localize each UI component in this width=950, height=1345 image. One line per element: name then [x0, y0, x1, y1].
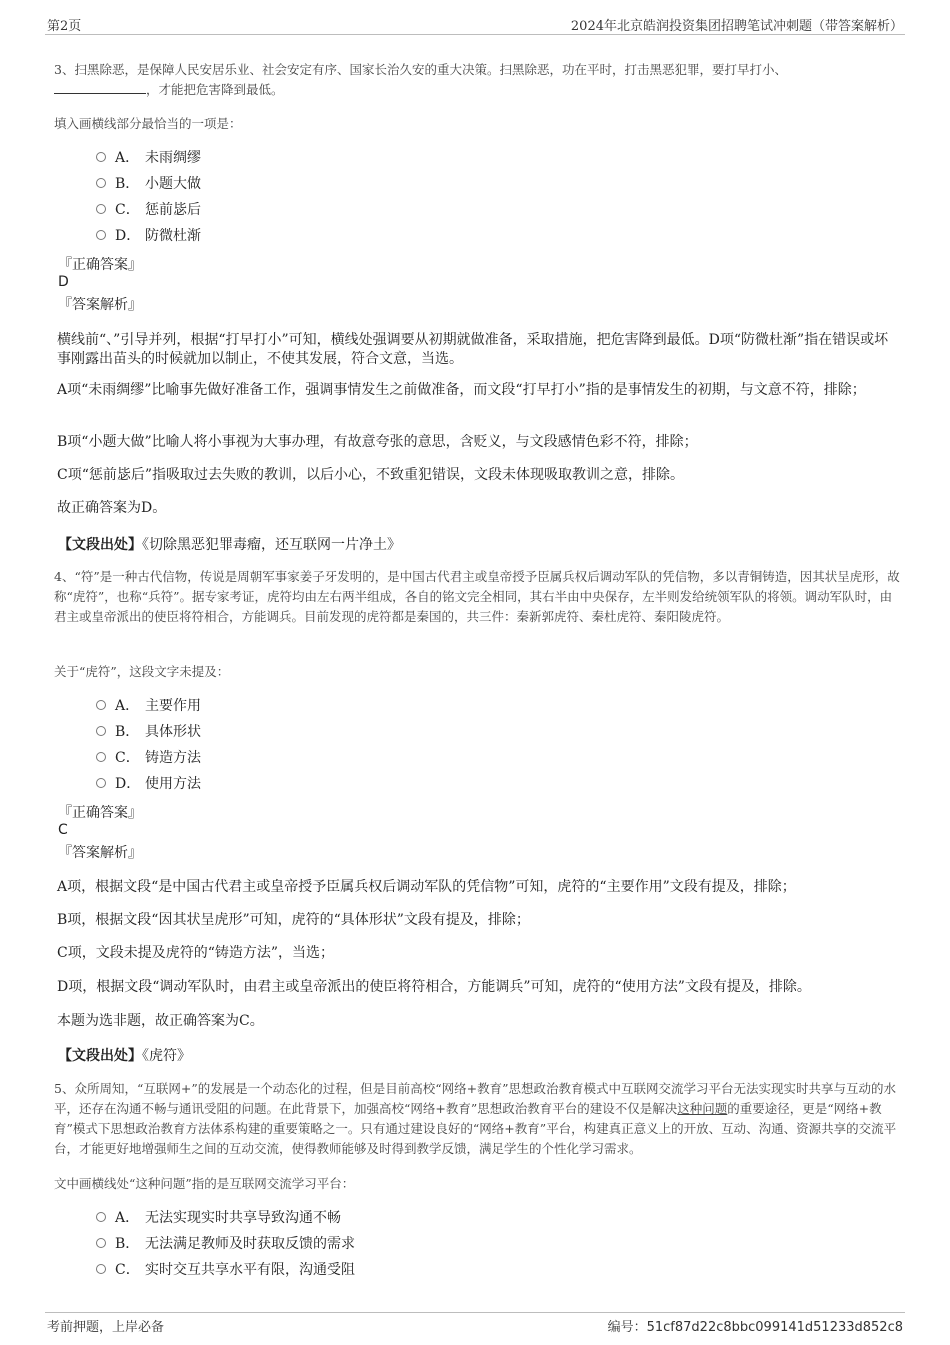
- analysis-conclusion: 本题为选非题，故正确答案为C。: [57, 1013, 264, 1029]
- question-4-option-d[interactable]: D． 使用方法: [96, 774, 201, 794]
- analysis-paragraph: B项，根据文段“因其状呈虎形”可知，虎符的“具体形状”文段有提及，排除；: [57, 912, 530, 928]
- analysis-label: 『答案解析』: [58, 845, 142, 861]
- radio-icon[interactable]: [96, 726, 106, 736]
- radio-icon[interactable]: [96, 1264, 106, 1274]
- analysis-paragraph: 横线前“、”引导并列，根据“打早打小”可知，横线处强调要从初期就做准备，采取措施，把危害降到最低。D项“防微杜渐”指在错误或坏事刚露出苗头的时候就加以制止，不使其发展，符合文意，当选。: [57, 332, 889, 367]
- question-5-stem: 5、众所周知，“互联网+”的发展是一个动态化的过程，但是目前高校“网络+教育”思想政治教育模式中互联网交流学习平台无法实现实时共享与互动的水平，还存在沟通不畅与通讯受阻的问题。在此背景下，加强高校“网络+教育”思想政治教育平台的建设不仅是解决这种问题的重要途径，更是“网络+教育”模式下思想政治教育方法体系构建的重要策略之一。只有通过建设良好的“网络+教育”平台，构建真正意义上的开放、互动、沟通、资源共享的交流平台，才能更好地增强师生之间的互动交流，使得教师能够及时得到教学反馈，满足学生的个性化学习需求。: [54, 1081, 897, 1156]
- analysis-paragraph: A项，根据文段“是中国古代君主或皇帝授予臣属兵权后调动军队的凭信物”可知，虎符的“主要作用”文段有提及，排除；: [57, 879, 796, 895]
- question-3-option-d[interactable]: D． 防微杜渐: [96, 226, 201, 246]
- analysis-paragraph: C项，文段未提及虎符的“铸造方法”，当选；: [57, 945, 335, 961]
- question-3-option-a[interactable]: A． 未雨绸缪: [96, 148, 201, 168]
- question-3-option-b[interactable]: B． 小题大做: [96, 174, 201, 194]
- radio-icon[interactable]: [96, 204, 106, 214]
- answer-label: 『正确答案』: [58, 257, 142, 273]
- answer-value: C: [58, 822, 68, 838]
- question-5-option-b[interactable]: B． 无法满足教师及时获取反馈的需求: [96, 1234, 355, 1254]
- question-5-option-c[interactable]: C． 实时交互共享水平有限，沟通受阻: [96, 1260, 355, 1280]
- analysis-conclusion: 故正确答案为D。: [57, 500, 167, 516]
- question-4-option-a[interactable]: A． 主要作用: [96, 696, 201, 716]
- analysis-label: 『答案解析』: [58, 297, 142, 313]
- radio-icon[interactable]: [96, 778, 106, 788]
- question-4-stem: 4、“符”是一种古代信物，传说是周朝军事家姜子牙发明的，是中国古代君主或皇帝授予臣属兵权后调动军队的凭信物，多以青铜铸造，因其状呈虎形，故称“虎符”，也称“兵符”。据专家考证，虎符均由左右两半组成，各自的铭文完全相同，其右半由中央保存，左半则发给统领军队的将领。调动军队时，由君主或皇帝派出的使臣将符相合，方能调兵。目前发现的虎符都是秦国的，共三件：秦新郭虎符、秦杜虎符、秦阳陵虎符。: [54, 569, 900, 624]
- answer-value: D: [58, 274, 69, 290]
- radio-icon[interactable]: [96, 1238, 106, 1248]
- source-citation: 【文段出处】《切除黑恶犯罪毒瘤，还互联网一片净土》: [58, 537, 401, 553]
- radio-icon[interactable]: [96, 152, 106, 162]
- question-3-stem: 3、扫黑除恶，是保障人民安居乐业、社会安定有序、国家长治久安的重大决策。扫黑除恶，功在平时，打击黑恶犯罪，要打早打小、 ，才能把危害降到最低。: [54, 62, 787, 97]
- radio-icon[interactable]: [96, 230, 106, 240]
- document-code: 编号：51cf87d22c8bbc099141d51233d852c8: [607, 1320, 903, 1335]
- radio-icon[interactable]: [96, 752, 106, 762]
- document-title: 2024年北京皓润投资集团招聘笔试冲刺题（带答案解析）: [570, 19, 903, 34]
- footer-slogan: 考前押题，上岸必备: [47, 1320, 165, 1335]
- question-3-prompt: 填入画横线部分最恰当的一项是：: [54, 116, 242, 131]
- radio-icon[interactable]: [96, 178, 106, 188]
- underlined-phrase: 这种问题: [677, 1101, 728, 1116]
- answer-label: 『正确答案』: [58, 805, 142, 821]
- page-header: [45, 12, 905, 35]
- analysis-paragraph: C项“惩前毖后”指吸取过去失败的教训，以后小心，不致重犯错误，文段未体现吸取教训之意，排除。: [57, 467, 685, 483]
- radio-icon[interactable]: [96, 1212, 106, 1222]
- source-citation: 【文段出处】《虎符》: [58, 1048, 191, 1064]
- question-4-option-b[interactable]: B． 具体形状: [96, 722, 201, 742]
- question-3-option-c[interactable]: C． 惩前毖后: [96, 200, 201, 220]
- analysis-paragraph: D项，根据文段“调动军队时，由君主或皇帝派出的使臣将符相合，方能调兵”可知，虎符的“使用方法”文段有提及，排除。: [57, 979, 811, 995]
- question-4-prompt: 关于“虎符”，这段文字未提及：: [54, 664, 230, 679]
- question-5-prompt: 文中画横线处“这种问题”指的是互联网交流学习平台：: [54, 1176, 355, 1191]
- page-footer: [45, 1312, 905, 1335]
- page-number: 第2页: [47, 19, 82, 34]
- question-4-option-c[interactable]: C． 铸造方法: [96, 748, 201, 768]
- radio-icon[interactable]: [96, 700, 106, 710]
- analysis-paragraph: A项“未雨绸缪”比喻事先做好准备工作，强调事情发生之前做准备，而文段“打早打小”指的是事情发生的初期，与文意不符，排除；: [57, 382, 866, 398]
- fill-blank: [54, 81, 146, 94]
- question-5-option-a[interactable]: A． 无法实现实时共享导致沟通不畅: [96, 1208, 341, 1228]
- analysis-paragraph: B项“小题大做”比喻人将小事视为大事办理，有故意夸张的意思，含贬义，与文段感情色彩不符，排除；: [57, 434, 698, 450]
